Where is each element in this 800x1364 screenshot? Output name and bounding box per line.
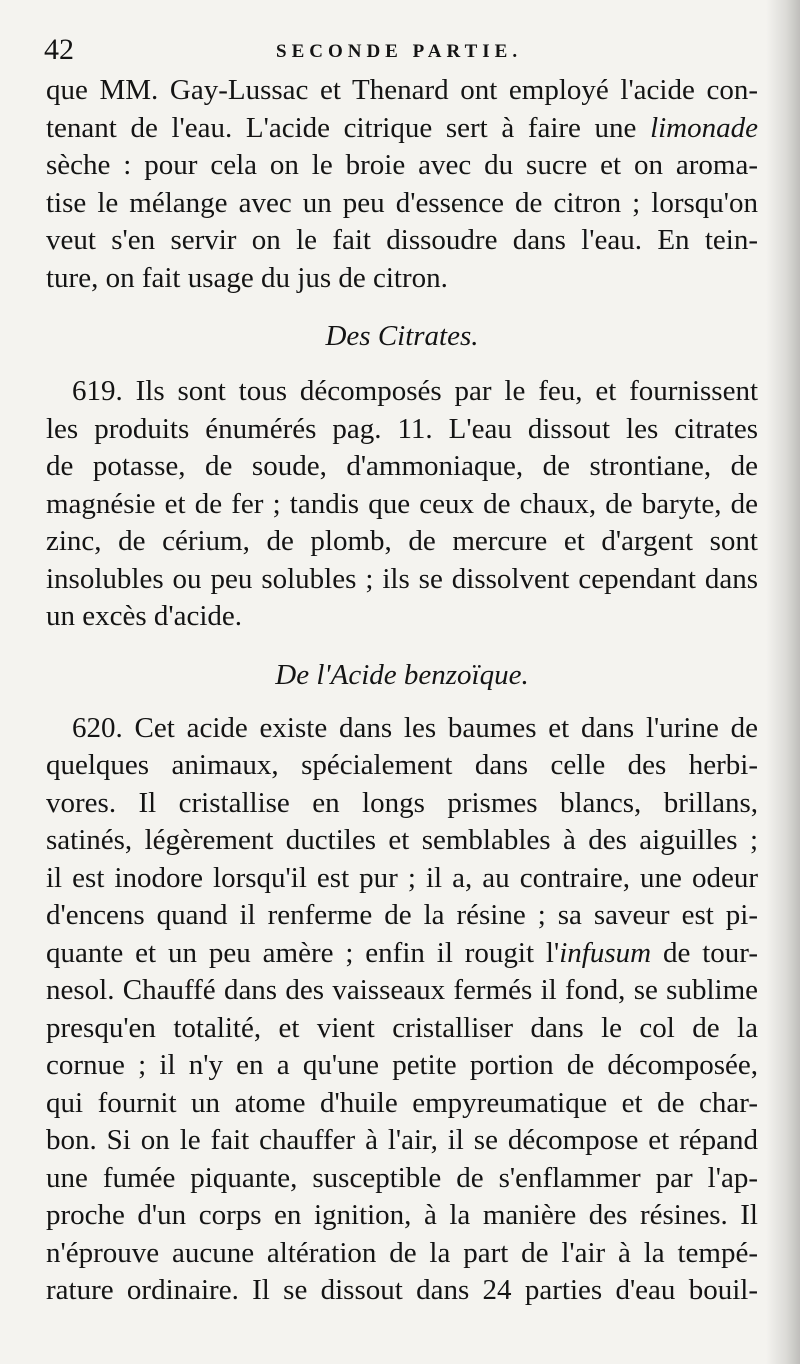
- page-spine-shadow: [766, 0, 800, 1364]
- text-run: tenant de l'eau. L'acide citrique sert à faire une: [46, 111, 651, 144]
- text-line: de potasse, de soude, d'ammoniaque, de strontiane, de: [46, 450, 758, 482]
- text-line: 619. Ils sont tous décomposés par le feu, et fournissent: [72, 375, 758, 407]
- text-line: un excès d'acide.: [46, 600, 243, 632]
- text-line: d'encens quand il renferme de la résine ; sa saveur est pi-: [46, 899, 758, 931]
- text-line: vores. Il cristallise en longs prismes blancs, brillans,: [46, 786, 758, 819]
- text-line: rature ordinaire. Il se dissout dans 24 parties d'eau bouil-: [46, 1274, 758, 1306]
- paragraph-619: [46, 373, 758, 636]
- running-head: SECONDE PARTIE.: [276, 41, 523, 62]
- page-number: 42: [44, 33, 74, 66]
- page-header: [44, 30, 756, 70]
- text-line: sèche : pour cela on le broie avec du sucre et on aroma-: [46, 149, 758, 181]
- text-run: de tour-: [651, 936, 758, 969]
- text-line: proche d'un corps en ignition, à la manière des résines. Il: [46, 1199, 758, 1231]
- text-line: satinés, légèrement ductiles et semblables à des aiguilles ;: [46, 824, 758, 856]
- paragraph-620: [46, 710, 758, 1310]
- section-heading-acide-benzoique: De l'Acide benzoïque.: [275, 658, 529, 691]
- text-line: [46, 110, 758, 148]
- text-line: insolubles ou peu solubles ; ils se dissolvent cependant dans: [46, 562, 758, 595]
- text-line: une fumée piquante, susceptible de s'enflammer par l'ap-: [46, 1161, 758, 1194]
- text-line: bon. Si on le fait chauffer à l'air, il se décompose et répand: [46, 1124, 758, 1156]
- text-line: zinc, de cérium, de plomb, de mercure et d'argent sont: [46, 525, 758, 557]
- page-body: [46, 72, 758, 1310]
- text-line: n'éprouve aucune altération de la part de l'air à la tempé-: [46, 1236, 758, 1269]
- text-line: presqu'en totalité, et vient cristalliser dans le col de la: [46, 1011, 758, 1044]
- section-heading-citrates: Des Citrates.: [325, 320, 479, 352]
- text-line: veut s'en servir on le fait dissoudre dans l'eau. En tein-: [46, 224, 758, 256]
- italic-term: limonade: [650, 111, 758, 144]
- text-run: quante et un peu amère ; enfin il rougit l': [46, 936, 560, 969]
- text-line: tise le mélange avec un peu d'essence de citron ; lorsqu'on: [46, 186, 758, 219]
- text-line: cornue ; il n'y en a qu'une petite portion de décomposée,: [46, 1049, 758, 1081]
- text-line: qui fournit un atome d'huile empyreumatique et de char-: [46, 1086, 758, 1119]
- text-line: quelques animaux, spécialement dans celle des herbi-: [46, 749, 758, 781]
- text-line: 620. Cet acide existe dans les baumes et dans l'urine de: [72, 711, 758, 744]
- text-line: que MM. Gay-Lussac et Thenard ont employé l'acide con-: [46, 74, 758, 106]
- text-line: les produits énumérés pag. 11. L'eau dissout les citrates: [46, 412, 758, 445]
- paragraph-limonade: [46, 72, 758, 297]
- text-line: [46, 935, 758, 973]
- text-line: il est inodore lorsqu'il est pur ; il a, au contraire, une odeur: [46, 861, 758, 894]
- text-line: ture, on fait usage du jus de citron.: [46, 261, 448, 294]
- text-line: magnésie et de fer ; tandis que ceux de chaux, de baryte, de: [46, 487, 758, 520]
- text-line: nesol. Chauffé dans des vaisseaux fermés il fond, se sublime: [46, 974, 758, 1006]
- italic-term: infusum: [559, 936, 652, 969]
